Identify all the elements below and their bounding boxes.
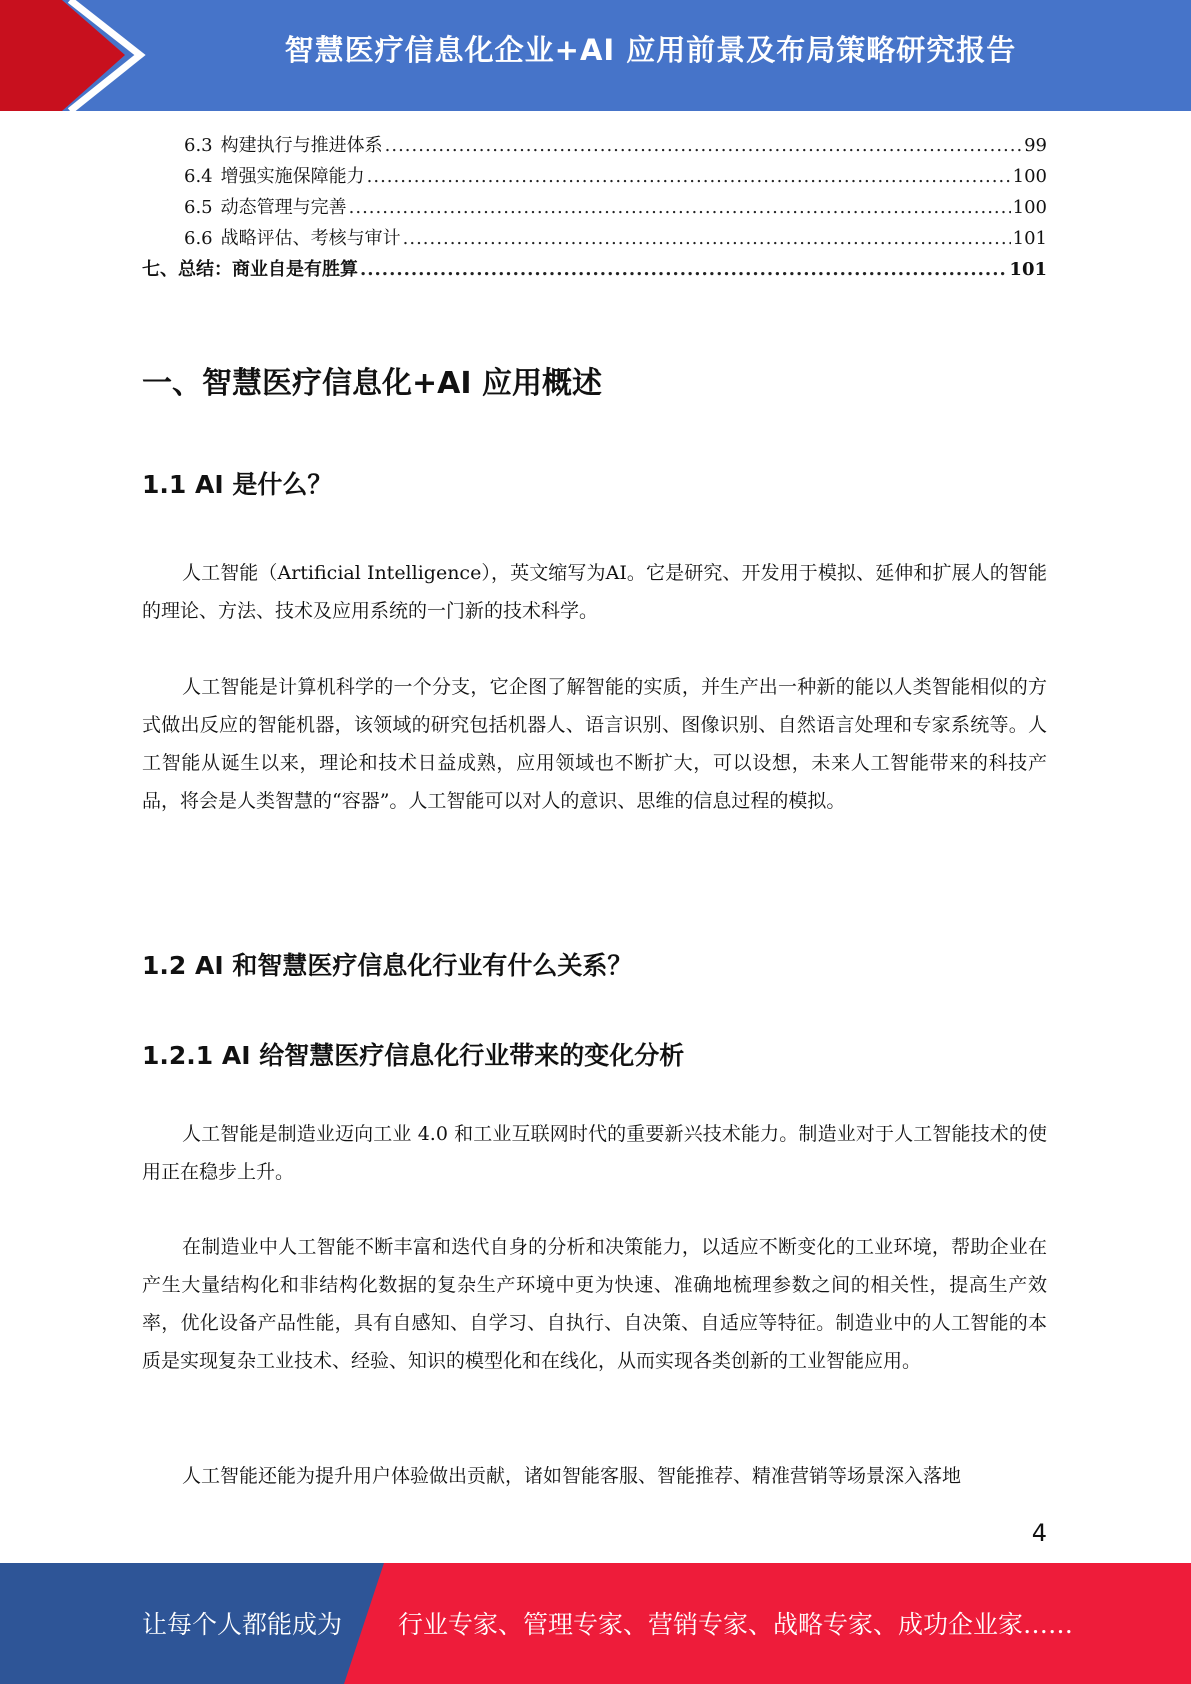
toc-entry-page: 99 xyxy=(1024,135,1047,156)
paragraph-industry-4: 人工智能是制造业迈向工业 4.0 和工业互联网时代的重要新兴技术能力。制造业对于人工智能技术的使用正在稳步上升。 xyxy=(142,1123,1047,1183)
toc-entry[interactable] xyxy=(142,161,1047,192)
paragraph-ai-branch: 人工智能是计算机科学的一个分支，它企图了解智能的实质，并生产出一种新的能以人类智能相似的方式做出反应的智能机器，该领域的研究包括机器人、语言识别、图像识别、自然语言处理和专家系统等。人工智能从诞生以来，理论和技术日益成熟，应用领域也不断扩大，可以设想，未来人工智能带来的科技产品，将会是人类智慧的“容器”。人工智能可以对人的意识、思维的信息过程的模拟。 xyxy=(142,676,1047,812)
toc-entry-page: 101 xyxy=(1009,259,1047,280)
report-title: 智慧医疗信息化企业+AI 应用前景及布局策略研究报告 xyxy=(284,33,1017,67)
toc-entry[interactable] xyxy=(142,192,1047,223)
section-heading-1-2: 1.2 AI 和智慧医疗信息化行业有什么关系？ xyxy=(142,951,633,980)
footer-slogan-right: 行业专家、管理专家、营销专家、战略专家、成功企业家…… xyxy=(398,1610,1074,1639)
toc-entry-title: 动态管理与完善 xyxy=(220,197,347,218)
toc-dot-leader xyxy=(367,161,1011,192)
footer-slogan-left: 让每个人都能成为 xyxy=(142,1610,343,1639)
toc-dot-leader xyxy=(385,130,1022,161)
toc-entry[interactable] xyxy=(142,130,1047,161)
paragraph-ai-definition: 人工智能（Artificial Intelligence），英文缩写为AI。它是研究、开发用于模拟、延伸和扩展人的智能的理论、方法、技术及应用系统的一门新的技术科学。 xyxy=(142,562,1047,622)
toc-entry-title: 增强实施保障能力 xyxy=(220,166,365,187)
paragraph-user-experience: 人工智能还能为提升用户体验做出贡献，诸如智能客服、智能推荐、精准营销等场景深入落地 xyxy=(182,1465,962,1487)
toc-entry-page: 101 xyxy=(1012,228,1047,249)
page-number: 4 xyxy=(1031,1519,1047,1547)
toc-dot-leader xyxy=(403,223,1011,254)
header-chevron-decoration xyxy=(0,0,160,111)
footer-banner xyxy=(0,1563,1191,1684)
toc-entry-page: 100 xyxy=(1012,166,1047,187)
toc-dot-leader xyxy=(349,192,1011,223)
toc-entry-number: 6.6 xyxy=(184,228,213,249)
section-heading-1-1: 1.1 AI 是什么？ xyxy=(142,470,333,499)
section-heading-1-2-1: 1.2.1 AI 给智慧医疗信息化行业带来的变化分析 xyxy=(142,1041,685,1070)
toc-entry-number: 6.3 xyxy=(184,135,213,156)
toc-entry-title: 构建执行与推进体系 xyxy=(220,135,383,156)
toc-entry[interactable] xyxy=(142,223,1047,254)
paragraph-manufacturing-ai: 在制造业中人工智能不断丰富和迭代自身的分析和决策能力，以适应不断变化的工业环境，帮助企业在产生大量结构化和非结构化数据的复杂生产环境中更为快速、准确地梳理参数之间的相关性，提高生产效率，优化设备产品性能，具有自感知、自学习、自执行、自决策、自适应等特征。制造业中的人工智能的本质是实现复杂工业技术、经验、知识的模型化和在线化，从而实现各类创新的工业智能应用。 xyxy=(142,1236,1047,1372)
chapter-heading: 一、智慧医疗信息化+AI 应用概述 xyxy=(142,366,602,401)
toc-entry-number: 6.4 xyxy=(184,166,213,187)
toc-dot-leader xyxy=(360,254,1007,285)
toc-entry-title: 七、总结：商业自是有胜算 xyxy=(142,259,358,280)
header-banner xyxy=(0,0,1191,111)
table-of-contents xyxy=(142,130,1047,285)
toc-entry-number: 6.5 xyxy=(184,197,213,218)
toc-entry-page: 100 xyxy=(1012,197,1047,218)
toc-entry-title: 战略评估、考核与审计 xyxy=(220,228,401,249)
toc-entry-chapter[interactable] xyxy=(142,254,1047,285)
